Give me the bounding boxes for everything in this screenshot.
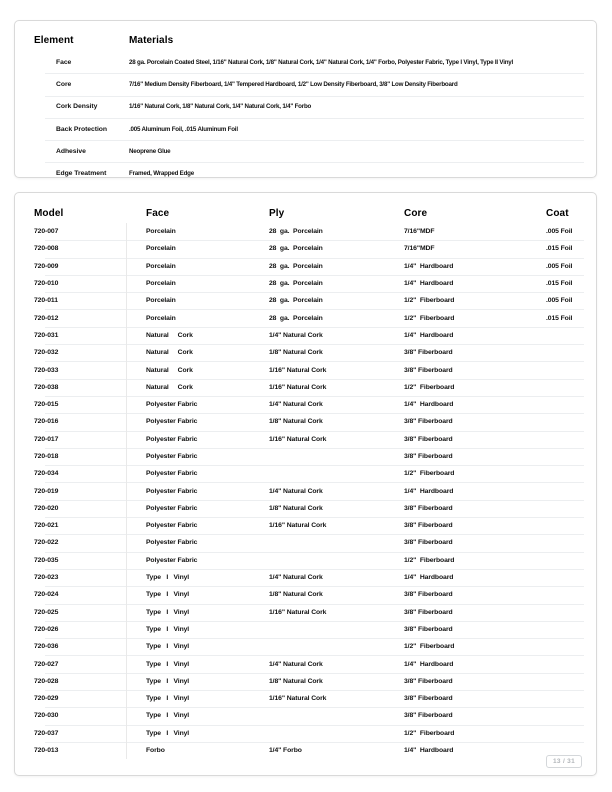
cell-face: Polyester Fabric <box>146 522 198 530</box>
model-header-coat: Coat <box>546 207 569 219</box>
spec-row-element: Cork Density <box>56 103 98 111</box>
table-row <box>15 621 596 638</box>
table-row <box>15 690 596 707</box>
cell-coat: .015 Foil <box>546 314 573 322</box>
cell-face: Natural Cork <box>146 383 193 391</box>
cell-face: Polyester Fabric <box>146 556 198 564</box>
spec-table-row <box>15 51 596 73</box>
cell-core: 3/8" Fiberboard <box>404 453 453 460</box>
spec-row-materials: .005 Aluminum Foil, .015 Aluminum Foil <box>129 125 238 133</box>
spec-table-header <box>15 21 596 51</box>
spec-row-element: Face <box>56 58 72 66</box>
table-row <box>15 396 596 413</box>
cell-face: Type I Vinyl <box>146 643 190 651</box>
table-row <box>15 500 596 517</box>
cell-face: Polyester Fabric <box>146 435 198 443</box>
cell-core: 3/8" Fiberboard <box>404 522 453 530</box>
table-row <box>15 275 596 292</box>
table-row <box>15 413 596 430</box>
table-row <box>15 344 596 361</box>
cell-face: Type I Vinyl <box>146 677 190 685</box>
cell-model: 720-019 <box>34 487 59 495</box>
cell-core: 3/8" Fiberboard <box>404 591 453 599</box>
cell-ply: 1/8" Natural Cork <box>269 677 323 685</box>
cell-core: 1/2" Fiberboard <box>404 314 455 322</box>
cell-model: 720-016 <box>34 418 59 426</box>
table-row <box>15 604 596 621</box>
cell-face: Natural Cork <box>146 331 193 339</box>
cell-model: 720-026 <box>34 625 59 633</box>
cell-ply: 1/16" Natural Cork <box>269 435 327 443</box>
cell-model: 720-034 <box>34 470 59 478</box>
cell-face: Polyester Fabric <box>146 418 198 426</box>
cell-core: 1/2" Fiberboard <box>404 729 455 737</box>
cell-core: 3/8" Fiberboard <box>404 539 453 547</box>
cell-core: 1/2" Fiberboard <box>404 556 455 564</box>
cell-face: Type I Vinyl <box>146 574 190 582</box>
table-row <box>15 655 596 672</box>
cell-model: 720-028 <box>34 677 59 685</box>
cell-model: 720-015 <box>34 401 59 409</box>
cell-face: Type I Vinyl <box>146 625 190 633</box>
cell-face: Type I Vinyl <box>146 729 190 737</box>
table-row <box>15 292 596 309</box>
table-row <box>15 725 596 742</box>
cell-face: Polyester Fabric <box>146 504 198 512</box>
spec-header-materials: Materials <box>129 34 174 46</box>
spec-row-materials: Neoprene Glue <box>129 147 171 155</box>
cell-core: 1/4" Hardboard <box>404 401 454 409</box>
cell-model: 720-008 <box>34 245 59 253</box>
cell-face: Type I Vinyl <box>146 712 190 720</box>
cell-ply: 1/8" Natural Cork <box>269 349 323 357</box>
cell-coat: .015 Foil <box>546 245 573 253</box>
cell-model: 720-031 <box>34 331 59 339</box>
cell-ply: 1/16" Natural Cork <box>269 695 327 703</box>
model-header-model: Model <box>34 207 64 219</box>
spec-row-element: Edge Treatment <box>56 170 107 178</box>
cell-ply: 1/8" Natural Cork <box>269 418 323 426</box>
table-row <box>15 586 596 603</box>
cell-ply: 1/4" Natural Cork <box>269 660 323 668</box>
cell-face: Forbo <box>146 747 165 755</box>
cell-face: Porcelain <box>146 262 176 270</box>
cell-core: 3/8" Fiberboard <box>404 608 453 616</box>
table-row <box>15 379 596 396</box>
table-row <box>15 673 596 690</box>
cell-model: 720-021 <box>34 522 59 530</box>
cell-core: 1/2" Fiberboard <box>404 383 455 391</box>
cell-face: Polyester Fabric <box>146 487 198 495</box>
cell-core: 3/8" Fiberboard <box>404 349 453 357</box>
cell-core: 1/4" Hardboard <box>404 280 454 288</box>
spec-row-element: Adhesive <box>56 147 86 155</box>
spec-row-element: Core <box>56 80 72 88</box>
cell-model: 720-017 <box>34 435 59 443</box>
cell-model: 720-032 <box>34 349 59 357</box>
cell-model: 720-038 <box>34 383 59 391</box>
cell-ply: 1/4" Natural Cork <box>269 574 323 582</box>
cell-ply: 28 ga. Porcelain <box>269 314 323 322</box>
cell-face: Natural Cork <box>146 349 193 357</box>
spec-row-materials: 1/16" Natural Cork, 1/8" Natural Cork, 1/4" Natural Cork, 1/4" Forbo <box>129 103 312 111</box>
cell-face: Type I Vinyl <box>146 608 190 616</box>
cell-model: 720-023 <box>34 574 59 582</box>
cell-model: 720-024 <box>34 591 59 599</box>
cell-coat: .005 Foil <box>546 297 573 305</box>
cell-core: 3/8" Fiberboard <box>404 418 453 426</box>
cell-face: Polyester Fabric <box>146 470 198 478</box>
cell-ply: 28 ga. Porcelain <box>269 262 323 270</box>
model-header-ply: Ply <box>269 207 285 219</box>
cell-face: Porcelain <box>146 297 176 305</box>
model-header-face: Face <box>146 207 170 219</box>
cell-core: 3/8" Fiberboard <box>404 712 453 720</box>
cell-ply: 1/16" Natural Cork <box>269 383 327 391</box>
cell-model: 720-020 <box>34 504 59 512</box>
cell-model: 720-027 <box>34 660 59 668</box>
cell-core: 7/16"MDF <box>404 228 435 236</box>
cell-model: 720-010 <box>34 280 59 288</box>
cell-core: 1/4" Hardboard <box>404 262 454 270</box>
model-header-core: Core <box>404 207 428 219</box>
table-row <box>15 309 596 326</box>
cell-ply: 1/8" Natural Cork <box>269 591 323 599</box>
table-row <box>15 638 596 655</box>
cell-ply: 1/4" Forbo <box>269 747 302 755</box>
table-row <box>15 431 596 448</box>
spec-table-row <box>15 73 596 95</box>
spec-row-element: Back Protection <box>56 125 107 133</box>
spec-table-card <box>14 20 597 178</box>
cell-model: 720-011 <box>34 297 58 305</box>
table-row <box>15 482 596 499</box>
cell-core: 1/4" Hardboard <box>404 660 454 668</box>
cell-model: 720-007 <box>34 228 59 236</box>
spec-row-materials: 7/16" Medium Density Fiberboard, 1/4" Tempered Hardboard, 1/2" Low Density Fiberboard, 3/8" Low Density Fiberboard <box>129 80 458 88</box>
cell-ply: 28 ga. Porcelain <box>269 297 323 305</box>
model-table-header <box>15 193 596 223</box>
cell-coat: .005 Foil <box>546 262 573 270</box>
spec-table-row <box>15 96 596 118</box>
cell-face: Type I Vinyl <box>146 660 190 668</box>
cell-core: 3/8" Fiberboard <box>404 695 453 703</box>
cell-ply: 1/4" Natural Cork <box>269 331 323 339</box>
cell-model: 720-036 <box>34 643 59 651</box>
cell-core: 3/8" Fiberboard <box>404 504 453 512</box>
table-row <box>15 258 596 275</box>
cell-ply: 1/8" Natural Cork <box>269 504 323 512</box>
table-row <box>15 448 596 465</box>
cell-core: 1/2" Fiberboard <box>404 297 455 305</box>
cell-model: 720-022 <box>34 539 59 547</box>
cell-core: 1/2" Fiberboard <box>404 643 455 651</box>
cell-core: 1/2" Fiberboard <box>404 470 455 478</box>
table-row <box>15 534 596 551</box>
cell-core: 1/4" Hardboard <box>404 574 454 582</box>
cell-core: 3/8" Fiberboard <box>404 677 453 685</box>
cell-face: Natural Cork <box>146 366 193 374</box>
spec-row-materials: 28 ga. Porcelain Coated Steel, 1/16" Natural Cork, 1/8" Natural Cork, 1/4" Natural Cork, 1/4" Forbo, Polyester Fabric, Type I Vinyl, Type II Vinyl <box>129 58 514 66</box>
cell-face: Type I Vinyl <box>146 591 190 599</box>
cell-core: 3/8" Fiberboard <box>404 435 453 443</box>
cell-face: Porcelain <box>146 228 176 236</box>
model-table-card <box>14 192 597 776</box>
spec-header-element: Element <box>34 34 74 46</box>
cell-model: 720-033 <box>34 366 59 374</box>
cell-core: 3/8" Fiberboard <box>404 366 453 374</box>
cell-model: 720-012 <box>34 314 59 322</box>
cell-face: Type I Vinyl <box>146 695 190 703</box>
table-row <box>15 569 596 586</box>
table-row <box>15 240 596 257</box>
cell-ply: 1/4" Natural Cork <box>269 401 323 409</box>
cell-ply: 28 ga. Porcelain <box>269 228 323 236</box>
cell-face: Polyester Fabric <box>146 453 198 460</box>
cell-coat: .005 Foil <box>546 228 573 236</box>
page-indicator: 13 / 31 <box>546 755 582 768</box>
table-row <box>15 707 596 724</box>
cell-model: 720-013 <box>34 747 59 755</box>
cell-model: 720-030 <box>34 712 59 720</box>
table-row <box>15 517 596 534</box>
cell-model: 720-009 <box>34 262 59 270</box>
model-table-body <box>15 223 596 759</box>
cell-face: Porcelain <box>146 245 176 253</box>
cell-model: 720-018 <box>34 453 59 460</box>
table-row <box>15 327 596 344</box>
spec-table-row <box>15 118 596 140</box>
table-row <box>15 742 596 759</box>
cell-model: 720-035 <box>34 556 59 564</box>
cell-core: 1/4" Hardboard <box>404 747 454 755</box>
cell-face: Polyester Fabric <box>146 401 198 409</box>
model-column-divider <box>126 223 127 759</box>
cell-ply: 1/16" Natural Cork <box>269 522 327 530</box>
table-row <box>15 552 596 569</box>
cell-ply: 28 ga. Porcelain <box>269 245 323 253</box>
cell-model: 720-025 <box>34 608 59 616</box>
cell-face: Porcelain <box>146 280 176 288</box>
cell-ply: 1/4" Natural Cork <box>269 487 323 495</box>
cell-ply: 1/16" Natural Cork <box>269 608 327 616</box>
cell-model: 720-029 <box>34 695 59 703</box>
cell-model: 720-037 <box>34 729 59 737</box>
spec-table-body <box>15 51 596 178</box>
cell-core: 3/8" Fiberboard <box>404 625 453 633</box>
table-row <box>15 361 596 378</box>
cell-coat: .015 Foil <box>546 280 573 288</box>
spec-table-row <box>15 162 596 178</box>
cell-face: Porcelain <box>146 314 176 322</box>
cell-face: Polyester Fabric <box>146 539 198 547</box>
cell-core: 1/4" Hardboard <box>404 331 454 339</box>
cell-ply: 28 ga. Porcelain <box>269 280 323 288</box>
spec-table-row <box>15 140 596 162</box>
table-row <box>15 223 596 240</box>
cell-core: 7/16"MDF <box>404 245 435 253</box>
cell-core: 1/4" Hardboard <box>404 487 454 495</box>
spec-row-materials: Framed, Wrapped Edge <box>129 170 194 178</box>
cell-ply: 1/16" Natural Cork <box>269 366 327 374</box>
table-row <box>15 465 596 482</box>
